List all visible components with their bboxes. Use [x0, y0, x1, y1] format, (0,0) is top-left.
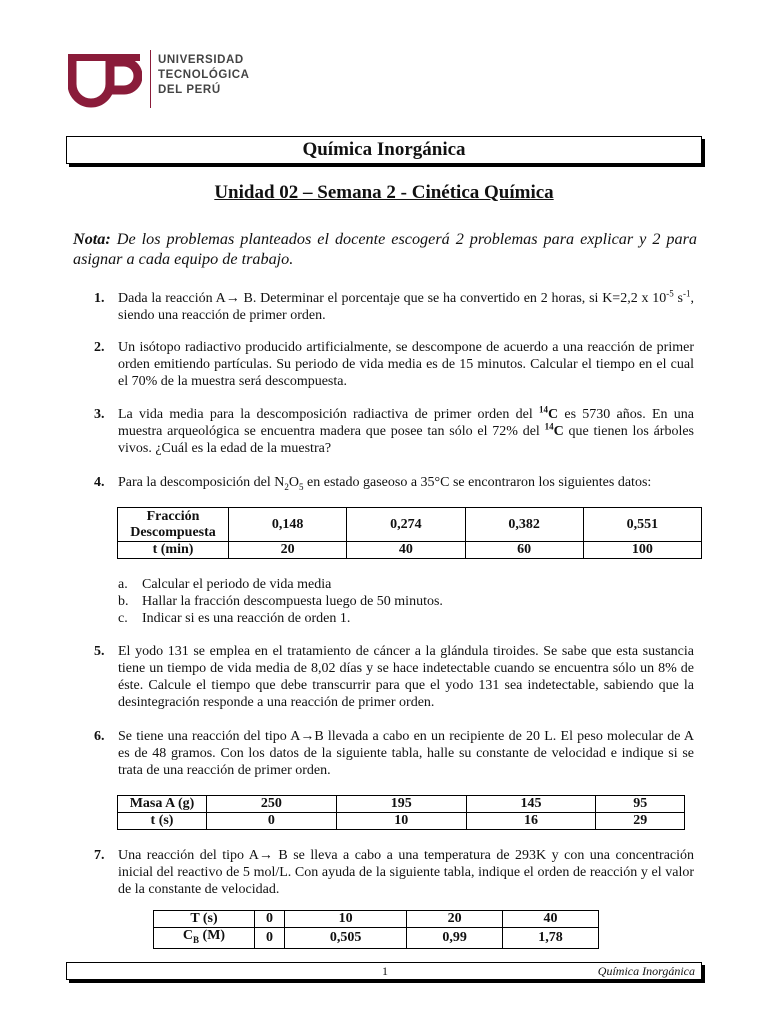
table-row [118, 813, 685, 830]
table-cell: 145 [466, 796, 596, 813]
table-row-header: T (s) [154, 911, 255, 928]
problem-text: Se tiene una reacción del tipo A→B llevada a cabo en un recipiente de 20 L. El peso molecular de A es de 48 gramos. Con los datos de la siguiente tabla, halle su constante de velocidad e indique si se trata de una reacción de primer orden. [118, 729, 694, 778]
data-table-problem-4 [117, 507, 702, 559]
nota-paragraph [73, 229, 697, 269]
problem-text: La vida media para la descomposición radiactiva de primer orden del $^{14}$C es 5730 años. En una muestra arqueológica se encuentra madera que posee tan sólo el 72% del $^{14}$C que tienen los árboles vivos. ¿Cuál es la edad de la muestra? [118, 404, 695, 456]
problem-6 [96, 728, 694, 779]
arrow-icon: → [300, 729, 315, 744]
table-cell: 0,99 [407, 928, 503, 949]
problem-1 [96, 290, 694, 324]
page-footer [66, 962, 702, 980]
logo-line-1: UNIVERSIDAD [158, 54, 244, 66]
problem-text: Dada la reacción A→ B. Determinar el porcentaje que se ha convertido en 2 horas, si K=2,2 x $10^{-5}$ $s^{-1}$, siendo una reacción de primer orden. [118, 288, 694, 323]
logo-line-3: DEL PERÚ [158, 84, 221, 96]
table-cell: 250 [207, 796, 337, 813]
table-cell: 20 [229, 542, 347, 559]
logo-text [158, 53, 250, 98]
table-cell: 40 [503, 911, 599, 928]
table-row [154, 928, 599, 949]
table-cell: 100 [583, 542, 701, 559]
utp-logo [68, 48, 268, 112]
table-row-header: t (s) [118, 813, 207, 830]
problem-number: 7. [94, 848, 105, 863]
table-row [154, 911, 599, 928]
table-cell: 29 [596, 813, 685, 830]
problem-5 [96, 643, 694, 711]
table-cell: 0,551 [583, 508, 701, 542]
problem-3 [96, 406, 694, 457]
nota-text: De los problemas planteados el docente escogerá 2 problemas para explicar y 2 para asignar a cada equipo de trabajo. [73, 230, 697, 268]
table-row [118, 542, 702, 559]
arrow-icon: → [225, 291, 240, 306]
table-row [118, 508, 702, 542]
problem-number: 6. [94, 729, 105, 744]
page-number: 1 [382, 964, 388, 978]
data-table-problem-6 [117, 795, 685, 830]
problem-text: Para la descomposición del $N_2O_5$ en estado gaseoso a 35°C se encontraron los siguientes datos: [118, 475, 652, 492]
problem-number: 4. [94, 475, 105, 490]
table-cell: 195 [336, 796, 466, 813]
table-row-header: Masa A (g) [118, 796, 207, 813]
footer-course-name: Química Inorgánica [597, 964, 695, 978]
table-cell: 60 [465, 542, 583, 559]
table-cell: 10 [336, 813, 466, 830]
table-cell: 0 [207, 813, 337, 830]
problem-text: El yodo 131 se emplea en el tratamiento de cáncer a la glándula tiroides. Se sabe que esta sustancia tiene un tiempo de vida media de 8,02 días y se hace indetectable cuando se encuentra sólo un 8% de éste. Calcule el tiempo que debe transcurrir para que el yodo 131 sea indetectable, sabiendo que la desintegración responde a una reacción de primer orden. [118, 644, 694, 710]
table-cell: 95 [596, 796, 685, 813]
problem-number: 5. [94, 644, 105, 659]
table-cell: 0 [255, 911, 285, 928]
nota-label: Nota: [73, 230, 111, 248]
table-cell: 16 [466, 813, 596, 830]
problem-number: 1. [94, 291, 105, 306]
list-item: b. Hallar la fracción descompuesta luego de 50 minutos. [118, 594, 443, 609]
problem-7 [96, 847, 694, 898]
utp-logo-icon [68, 48, 142, 110]
table-cell: 20 [407, 911, 503, 928]
problem-number: 2. [94, 340, 105, 355]
table-cell: 1,78 [503, 928, 599, 949]
problem-2 [96, 339, 694, 390]
table-cell: 0,148 [229, 508, 347, 542]
table-cell: 40 [347, 542, 465, 559]
table-row [118, 796, 685, 813]
logo-line-2: TECNOLÓGICA [158, 69, 250, 81]
table-cell: 10 [285, 911, 407, 928]
data-table-problem-7 [153, 910, 599, 949]
document-title: Química Inorgánica [66, 136, 702, 164]
arrow-icon: → [258, 848, 273, 863]
table-row-header: Fracción Descompuesta [118, 508, 229, 542]
table-row-header: $C_B$ (M) [154, 928, 255, 949]
problem-number: 3. [94, 407, 105, 422]
problem-4 [96, 474, 694, 491]
list-item: c. Indicar si es una reacción de orden 1. [118, 611, 351, 626]
table-cell: 0,382 [465, 508, 583, 542]
table-cell: 0 [255, 928, 285, 949]
list-item: a. Calcular el periodo de vida media [118, 577, 332, 592]
problem-4-items [118, 576, 443, 627]
document-subtitle: Unidad 02 – Semana 2 - Cinética Química [214, 182, 554, 203]
problem-text: Una reacción del tipo A→ B se lleva a cabo a una temperatura de 293K y con una concentración inicial del reactivo de 5 mol/L. Con ayuda de la siguiente tabla, indique el orden de reacción y el valor de la constante de velocidad. [118, 848, 695, 897]
table-cell: 0,274 [347, 508, 465, 542]
table-cell: 0,505 [285, 928, 407, 949]
table-row-header: t (min) [118, 542, 229, 559]
logo-divider [150, 50, 151, 108]
problem-text: Un isótopo radiactivo producido artificialmente, se descompone de acuerdo a una reacción de primer orden emitiendo partículas. Su periodo de vida media es de 15 minutos. Calcular el tiempo en el cual el 70% de la muestra será descompuesta. [118, 340, 694, 389]
